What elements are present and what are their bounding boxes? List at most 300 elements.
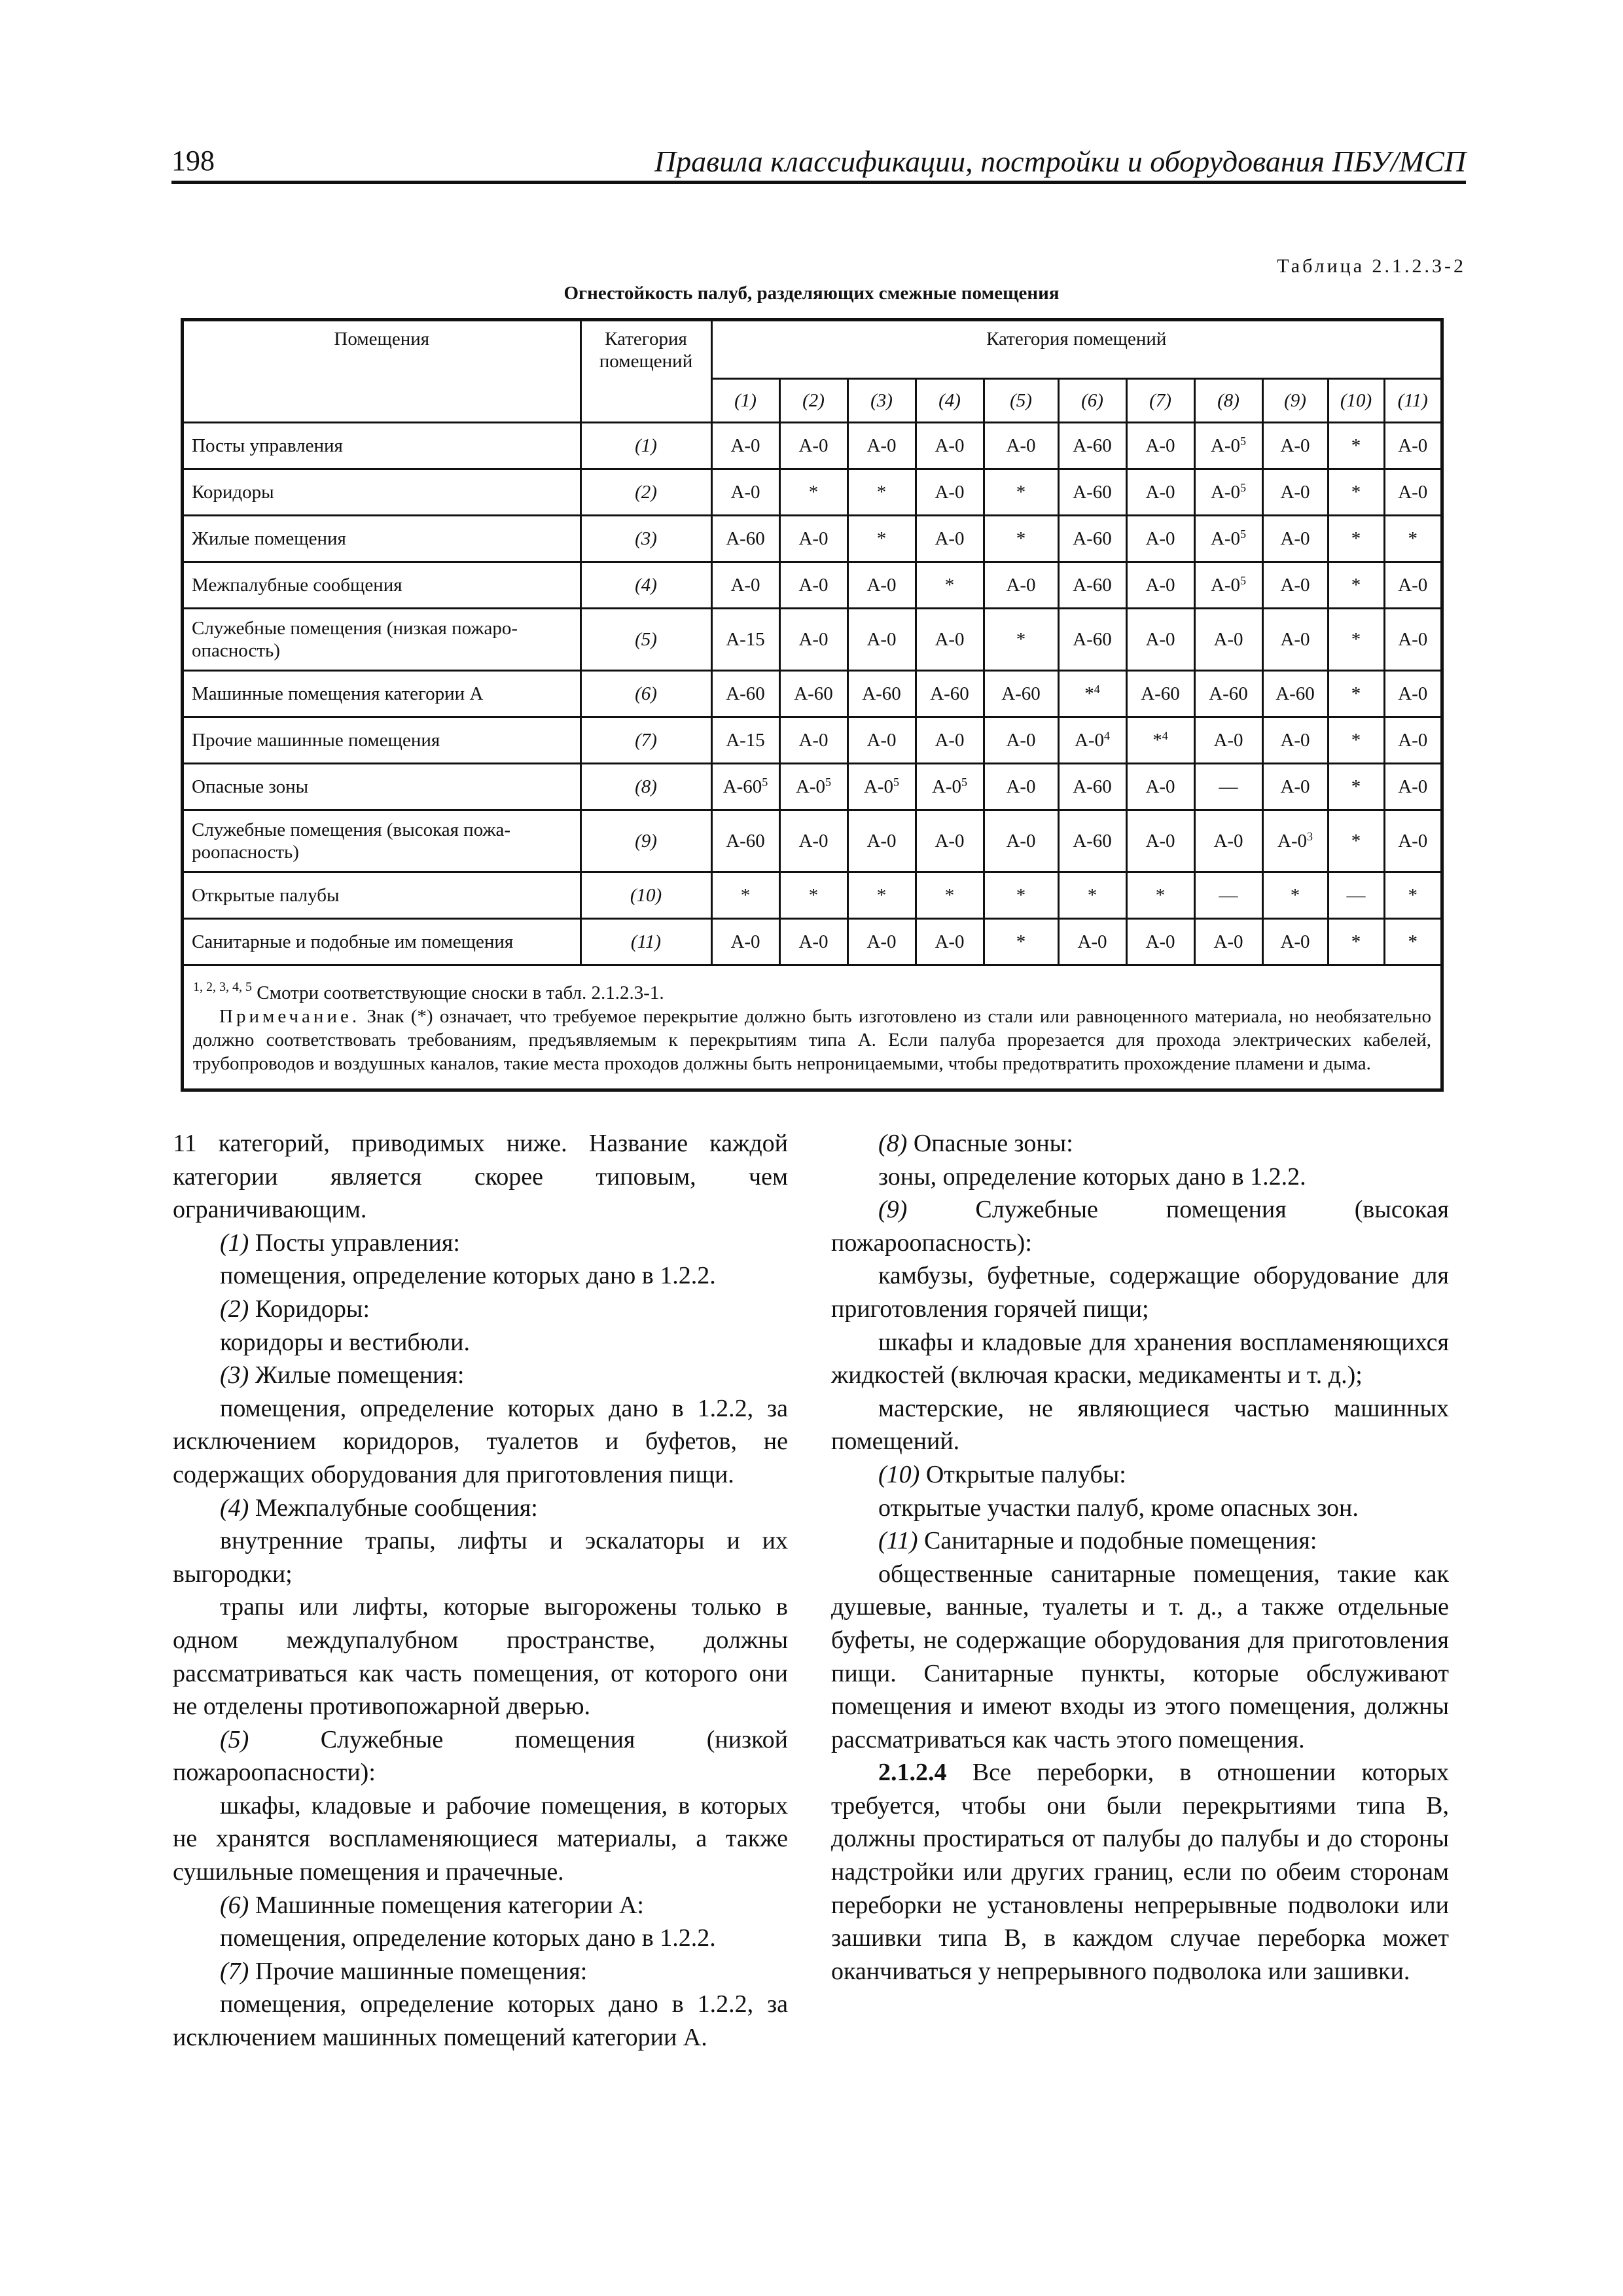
- table-cell: [847, 810, 916, 872]
- table-cell: [984, 717, 1058, 764]
- paragraph: [173, 1988, 788, 2054]
- table-cell: [1058, 609, 1126, 671]
- paragraph-text: помещения, определение которых дано в 1.2.2.: [220, 1924, 716, 1952]
- paragraph: [831, 1160, 1449, 1194]
- table-cell: [1384, 919, 1440, 965]
- cell-value: A-0: [863, 776, 894, 797]
- cell-value: A-0: [1006, 435, 1036, 456]
- cell-value: *: [1016, 931, 1026, 952]
- paragraph-text: трапы или лифты, которые выгорожены только в одном междупалубном пространстве, должны рассматриваться как часть помещения, от которого они не отделены противопожарной дверью.: [173, 1593, 788, 1721]
- paragraph: [173, 1955, 788, 1988]
- cell-value: *: [1351, 683, 1361, 704]
- cell-value: *: [808, 885, 819, 906]
- cell-value: A-0: [1145, 575, 1175, 596]
- table-cell: [916, 717, 984, 764]
- cell-value: A-60: [1073, 435, 1112, 456]
- table-cell: [1328, 717, 1384, 764]
- cell-value: *: [876, 482, 887, 503]
- table-cell: [1126, 872, 1194, 919]
- paragraph-text: открытые участки палуб, кроме опасных зон.: [878, 1494, 1359, 1522]
- cell-value: *: [1016, 629, 1026, 650]
- header-col: (2): [779, 379, 847, 423]
- cell-value: A-0: [1210, 528, 1241, 549]
- table-cell: [1058, 516, 1126, 562]
- table-cell: [1058, 717, 1126, 764]
- table-cell: [1194, 516, 1262, 562]
- table-cell: [1058, 423, 1126, 469]
- table-cell: [779, 919, 847, 965]
- cell-value: A-0: [730, 575, 760, 596]
- table-cell: [1328, 919, 1384, 965]
- table-cell: [779, 810, 847, 872]
- table-cell: [1384, 764, 1440, 810]
- room-category: (9): [580, 810, 711, 872]
- cell-value: A-60: [1001, 683, 1041, 704]
- cell-value: A-0: [1280, 528, 1310, 549]
- cell-value: A-0: [931, 776, 962, 797]
- cell-value: *: [1408, 528, 1418, 549]
- cell-footnote: 4: [1094, 683, 1100, 696]
- paragraph: [173, 1392, 788, 1492]
- table-cell: [916, 764, 984, 810]
- cell-value: A-0: [1145, 482, 1175, 503]
- paragraph: [831, 1524, 1449, 1558]
- room-category: (1): [580, 423, 711, 469]
- table-cell: [1384, 423, 1440, 469]
- cell-value: A-0: [1213, 931, 1243, 952]
- cell-value: A-0: [1213, 629, 1243, 650]
- category-number: (10): [878, 1460, 920, 1488]
- table-cell: [1194, 469, 1262, 516]
- cell-value: *: [1351, 528, 1361, 549]
- table-cell: [984, 810, 1058, 872]
- cell-footnote: 5: [961, 776, 968, 789]
- cell-value: *: [1351, 629, 1361, 650]
- room-name: Служебные помещения (низкая пожаро-опасность): [184, 609, 580, 671]
- room-name: Жилые помещения: [184, 516, 580, 562]
- paragraph-text: мастерские, не являющиеся частью машинных помещений.: [831, 1394, 1449, 1456]
- room-name: Коридоры: [184, 469, 580, 516]
- cell-value: A-0: [1280, 629, 1310, 650]
- fire-resistance-table: [181, 318, 1444, 1092]
- cell-value: A-60: [1141, 683, 1180, 704]
- cell-value: A-0: [1398, 482, 1428, 503]
- note-label: Примечание.: [219, 1006, 361, 1027]
- cell-value: A-0: [1145, 831, 1175, 852]
- table-cell: [916, 562, 984, 609]
- cell-value: A-0: [730, 435, 760, 456]
- cell-value: A-0: [935, 528, 965, 549]
- cell-value: A-60: [726, 683, 765, 704]
- room-category: (10): [580, 872, 711, 919]
- table-cell: [1262, 423, 1328, 469]
- table-cell: [916, 810, 984, 872]
- table-cell: [1194, 609, 1262, 671]
- table-cell: [984, 919, 1058, 965]
- table-cell: [1194, 764, 1262, 810]
- cell-value: A-0: [1006, 831, 1036, 852]
- table-cell: [1384, 516, 1440, 562]
- table-cell: [916, 516, 984, 562]
- cell-value: A-0: [730, 482, 760, 503]
- cell-value: A-0: [866, 575, 897, 596]
- table-notes: [184, 966, 1440, 1075]
- paragraph: [173, 1789, 788, 1889]
- table-cell: [984, 872, 1058, 919]
- table-cell: [711, 764, 779, 810]
- table-cell: [1384, 872, 1440, 919]
- category-number: (7): [220, 1957, 249, 1985]
- cell-value: A-0: [1398, 435, 1428, 456]
- category-number: (11): [878, 1527, 918, 1555]
- cell-value: A-0: [1280, 931, 1310, 952]
- cell-value: *: [1087, 885, 1097, 906]
- paragraph: [173, 1259, 788, 1293]
- cell-value: A-0: [1210, 575, 1241, 596]
- paragraph: [831, 1193, 1449, 1259]
- cell-value: A-0: [1210, 435, 1241, 456]
- cell-footnote: 5: [1240, 481, 1247, 494]
- table-cell: [1262, 810, 1328, 872]
- running-title: Правила классификации, постройки и оборудования ПБУ/МСП: [654, 145, 1466, 178]
- room-category: (8): [580, 764, 711, 810]
- room-category: (2): [580, 469, 711, 516]
- cell-value: A-0: [1398, 629, 1428, 650]
- table-row: [184, 872, 1440, 919]
- room-category: (6): [580, 671, 711, 717]
- cell-value: A-0: [798, 931, 829, 952]
- room-category: (7): [580, 717, 711, 764]
- paragraph-text: Санитарные и подобные помещения:: [924, 1527, 1317, 1555]
- cell-value: *: [1290, 885, 1300, 906]
- cell-value: *: [1155, 885, 1166, 906]
- category-number: (6): [220, 1891, 249, 1919]
- cell-value: *: [1351, 776, 1361, 797]
- table-cell: [1058, 469, 1126, 516]
- header-col: (8): [1194, 379, 1262, 423]
- table-cell: [711, 810, 779, 872]
- category-number: (9): [878, 1196, 908, 1224]
- cell-value: *: [1084, 683, 1094, 704]
- cell-value: A-60: [1209, 683, 1248, 704]
- cell-value: A-0: [1074, 730, 1105, 751]
- table-row: [184, 562, 1440, 609]
- cell-value: A-60: [726, 831, 765, 852]
- room-name: Машинные помещения категории А: [184, 671, 580, 717]
- paragraph: [173, 1723, 788, 1789]
- table-cell: [1126, 516, 1194, 562]
- cell-value: A-0: [1277, 831, 1308, 852]
- table-cell: [1262, 717, 1328, 764]
- cell-value: —: [1219, 776, 1238, 797]
- table-cell: [916, 919, 984, 965]
- room-name: Прочие машинные помещения: [184, 717, 580, 764]
- paragraph-text: внутренние трапы, лифты и эскалаторы и их выгородки;: [173, 1527, 788, 1588]
- cell-value: A-0: [866, 435, 897, 456]
- cell-value: A-0: [1280, 730, 1310, 751]
- paragraph: [831, 1558, 1449, 1757]
- cell-value: A-0: [1006, 776, 1036, 797]
- cell-value: A-0: [1280, 435, 1310, 456]
- cell-value: A-0: [1210, 482, 1241, 503]
- cell-value: A-60: [1275, 683, 1315, 704]
- table-cell: [916, 609, 984, 671]
- cell-value: A-0: [1145, 629, 1175, 650]
- cell-value: *: [944, 885, 955, 906]
- table-cell: [779, 516, 847, 562]
- paragraph-text: Все переборки, в отношении которых требуется, чтобы они были перекрытиями типа В, должны простираться от палубы до палубы и до стороны надстройки или других границ, если по обеим сторонам переборки не установлены непрерывные подволоки или зашивки типа В, в каждом случае переборка может оканчиваться у непрерывного подволока или зашивки.: [831, 1759, 1449, 1985]
- table-cell: [711, 423, 779, 469]
- table-cell: [1126, 469, 1194, 516]
- category-number: (5): [220, 1725, 249, 1753]
- cell-value: —: [1219, 885, 1238, 906]
- table-cell: [1328, 516, 1384, 562]
- paragraph-text: шкафы и кладовые для хранения воспламеняющихся жидкостей (включая краски, медикаменты и т. д.);: [831, 1328, 1449, 1390]
- header-col: (4): [916, 379, 984, 423]
- footnote-numbers: 1, 2, 3, 4, 5: [193, 980, 252, 994]
- table-cell: [711, 609, 779, 671]
- table-cell: [1126, 609, 1194, 671]
- paragraph: [173, 1227, 788, 1260]
- table-cell: [984, 469, 1058, 516]
- cell-value: A-0: [1145, 776, 1175, 797]
- cell-value: A-0: [1398, 575, 1428, 596]
- table-cell: [1058, 562, 1126, 609]
- table-cell: [1262, 671, 1328, 717]
- table-cell: [847, 423, 916, 469]
- cell-value: *: [944, 575, 955, 596]
- cell-footnote: 5: [825, 776, 832, 789]
- table-cell: [779, 764, 847, 810]
- table-cell: [1194, 810, 1262, 872]
- table-cell: [779, 469, 847, 516]
- category-number: (8): [878, 1130, 908, 1157]
- page-number: 198: [171, 145, 215, 177]
- cell-value: A-0: [1077, 931, 1107, 952]
- paragraph: [831, 1492, 1449, 1525]
- table-cell: [1328, 810, 1384, 872]
- table-cell: [1262, 609, 1328, 671]
- header-col: (5): [984, 379, 1058, 423]
- cell-footnote: 4: [1162, 729, 1168, 742]
- paragraph: [173, 1922, 788, 1955]
- table-row: [184, 423, 1440, 469]
- cell-value: —: [1346, 885, 1366, 906]
- table-cell: [916, 671, 984, 717]
- header-col: (7): [1126, 379, 1194, 423]
- category-number: (3): [220, 1361, 249, 1390]
- table-cell: [1126, 810, 1194, 872]
- cell-value: A-0: [1280, 575, 1310, 596]
- cell-value: *: [1351, 435, 1361, 456]
- header-category: Категория помещений: [580, 321, 711, 423]
- table-cell: [1262, 764, 1328, 810]
- table-cell: [779, 609, 847, 671]
- table-cell: [711, 516, 779, 562]
- table-cell: [847, 717, 916, 764]
- cell-value: A-15: [726, 629, 765, 650]
- table-cell: [711, 562, 779, 609]
- cell-value: A-60: [794, 683, 833, 704]
- table-row: [184, 919, 1440, 965]
- table-cell: [847, 919, 916, 965]
- cell-value: A-60: [1073, 831, 1112, 852]
- cell-value: A-60: [862, 683, 901, 704]
- paragraph: [831, 1458, 1449, 1492]
- table-cell: [847, 609, 916, 671]
- paragraph-text: общественные санитарные помещения, такие как душевые, ванные, туалеты и т. д., а также отдельные буфеты, не содержащие оборудования для приготовления пищи. Санитарные пункты, которые обслуживают помещения и имеют входы из этого помещения, должны рассматриваться как часть этого помещения.: [831, 1560, 1449, 1753]
- category-number: (4): [220, 1494, 249, 1522]
- table-cell: [984, 516, 1058, 562]
- cell-value: A-0: [1213, 730, 1243, 751]
- table-cell: [1194, 919, 1262, 965]
- paragraph-text: Машинные помещения категории А:: [255, 1891, 644, 1919]
- paragraph: [831, 1326, 1449, 1392]
- table-cell: [847, 764, 916, 810]
- table-cell: [847, 872, 916, 919]
- header-rooms: Помещения: [184, 321, 580, 423]
- cell-value: A-0: [798, 435, 829, 456]
- paragraph-text: 11 категорий, приводимых ниже. Название каждой категории является скорее типовым, чем ограничивающим.: [173, 1130, 788, 1224]
- cell-value: A-0: [1280, 776, 1310, 797]
- header-col: (6): [1058, 379, 1126, 423]
- table-cell: [1384, 562, 1440, 609]
- paragraph-text: Жилые помещения:: [255, 1361, 465, 1390]
- cell-footnote: 5: [1240, 528, 1247, 541]
- table-row: [184, 717, 1440, 764]
- paragraph-text: Прочие машинные помещения:: [255, 1957, 588, 1985]
- paragraph: [173, 1889, 788, 1922]
- cell-value: A-0: [798, 730, 829, 751]
- table-row: [184, 764, 1440, 810]
- table-cell: [1058, 810, 1126, 872]
- table-cell: [1262, 562, 1328, 609]
- cell-value: *: [1351, 575, 1361, 596]
- table-cell: [1194, 717, 1262, 764]
- table-cell: [984, 423, 1058, 469]
- table-cell: [1328, 609, 1384, 671]
- cell-value: A-0: [798, 629, 829, 650]
- cell-value: A-0: [1398, 730, 1428, 751]
- room-name: Служебные помещения (высокая пожа-роопасность): [184, 810, 580, 872]
- table-cell: [1384, 609, 1440, 671]
- cell-value: A-0: [866, 831, 897, 852]
- header-col: (10): [1328, 379, 1384, 423]
- paragraph-text: Служебные помещения (высокая пожароопасность):: [831, 1196, 1450, 1257]
- cell-value: A-0: [798, 575, 829, 596]
- cell-value: *: [1408, 885, 1418, 906]
- table-row: [184, 810, 1440, 872]
- table-cell: [1194, 872, 1262, 919]
- paragraph-text: Служебные помещения (низкой пожароопасности):: [173, 1725, 788, 1787]
- table-cell: [984, 764, 1058, 810]
- cell-value: A-0: [1006, 730, 1036, 751]
- cell-footnote: 5: [893, 776, 900, 789]
- table-cell: [1058, 919, 1126, 965]
- cell-value: A-60: [726, 528, 765, 549]
- cell-value: A-15: [726, 730, 765, 751]
- table-cell: [711, 872, 779, 919]
- table-cell: [1328, 764, 1384, 810]
- cell-value: *: [1016, 482, 1026, 503]
- cell-value: A-0: [1213, 831, 1243, 852]
- cell-value: A-0: [1145, 931, 1175, 952]
- table-cell: [1126, 562, 1194, 609]
- table-cell: [1126, 717, 1194, 764]
- table-cell: [1328, 423, 1384, 469]
- table-cell: [779, 717, 847, 764]
- cell-value: A-60: [1073, 776, 1112, 797]
- room-name: Межпалубные сообщения: [184, 562, 580, 609]
- cell-value: A-60: [930, 683, 969, 704]
- header-categories: Категория помещений: [711, 321, 1440, 379]
- cell-value: A-0: [866, 730, 897, 751]
- table-row: [184, 671, 1440, 717]
- cell-value: A-0: [730, 931, 760, 952]
- cell-value: A-0: [935, 482, 965, 503]
- table-cell: [847, 469, 916, 516]
- room-category: (4): [580, 562, 711, 609]
- header-col: (11): [1384, 379, 1440, 423]
- table-cell: [984, 671, 1058, 717]
- table-cell: [916, 423, 984, 469]
- cell-value: *: [740, 885, 751, 906]
- cell-value: A-0: [1398, 831, 1428, 852]
- table-cell: [779, 423, 847, 469]
- paragraph-text: шкафы, кладовые и рабочие помещения, в которых не хранятся воспламеняющиеся материалы, а также сушильные помещения и прачечные.: [173, 1791, 788, 1886]
- paragraph: [173, 1524, 788, 1590]
- cell-value: A-0: [935, 931, 965, 952]
- cell-value: *: [1152, 730, 1162, 751]
- paragraph: [831, 1392, 1449, 1458]
- table-row: [184, 469, 1440, 516]
- paragraph: [173, 1293, 788, 1326]
- cell-value: *: [1408, 931, 1418, 952]
- table-cell: [1058, 872, 1126, 919]
- table-cell: [1262, 919, 1328, 965]
- table-cell: [916, 872, 984, 919]
- room-name: Открытые палубы: [184, 872, 580, 919]
- table-cell: [847, 671, 916, 717]
- cell-value: A-0: [866, 629, 897, 650]
- paragraph-text: зоны, определение которых дано в 1.2.2.: [878, 1162, 1306, 1191]
- table-cell: [1262, 872, 1328, 919]
- room-category: (5): [580, 609, 711, 671]
- table-cell: [779, 562, 847, 609]
- paragraph-text: Коридоры:: [255, 1295, 370, 1323]
- note-text: Знак (*) означает, что требуемое перекрытие должно быть изготовлено из стали или равноценного материала, но необязательно должно соответствовать требованиям, предъявляемым к перекрытиям типа А. Если палуба прорезается для прохода электрических кабелей, трубопроводов и воздушных каналов, такие места проходов должны быть непроницаемыми, чтобы предотвратить прохождение пламени и дыма.: [193, 1006, 1432, 1074]
- table-cell: [984, 609, 1058, 671]
- paragraph: [831, 1127, 1449, 1160]
- cell-value: A-0: [798, 528, 829, 549]
- cell-footnote: 5: [1240, 435, 1247, 448]
- table-cell: [1384, 671, 1440, 717]
- paragraph-text: Межпалубные сообщения:: [255, 1494, 538, 1522]
- table-cell: [847, 516, 916, 562]
- cell-value: A-0: [935, 629, 965, 650]
- cell-value: A-0: [935, 831, 965, 852]
- table-cell: [1328, 562, 1384, 609]
- paragraph-text: камбузы, буфетные, содержащие оборудование для приготовления горячей пищи;: [831, 1262, 1449, 1323]
- table-label: Таблица 2.1.2.3-2: [1277, 255, 1466, 277]
- room-category: (11): [580, 919, 711, 965]
- paragraph-text: Посты управления:: [255, 1229, 460, 1257]
- table-cell: [779, 872, 847, 919]
- table-cell: [1126, 764, 1194, 810]
- table-cell: [779, 671, 847, 717]
- cell-value: *: [1351, 482, 1361, 503]
- table-cell: [711, 919, 779, 965]
